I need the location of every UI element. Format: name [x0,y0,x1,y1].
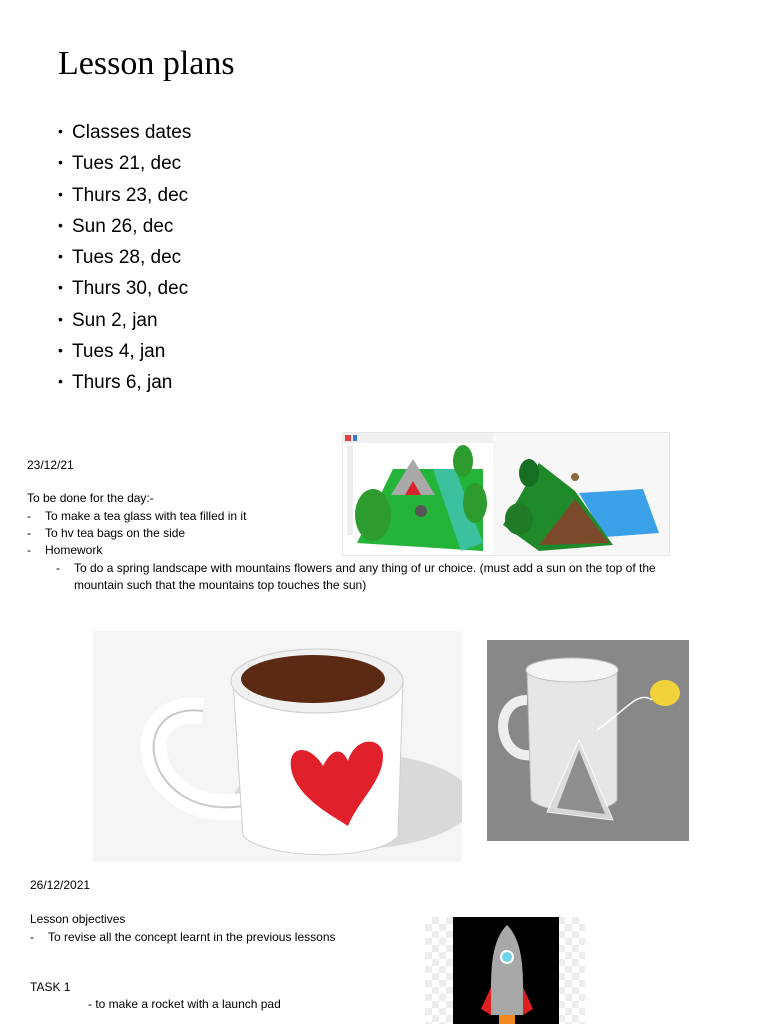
heart-mug-drawing [93,631,462,862]
objectives-heading: Lesson objectives [30,912,126,926]
3d-scenes-image [343,433,669,555]
homework-item: - To do a spring landscape with mountains flowers and any thing of ur choice. (must add a sun on the top of the [56,561,656,575]
task-item: - Homework [27,543,103,557]
rocket-drawing [425,917,585,1024]
task-item: - To make a tea glass with tea filled in it [27,509,247,523]
list-item: • Sun 2, jan [58,309,158,331]
list-item: • Classes dates [58,122,192,143]
list-item: • Tues 4, jan [58,341,166,363]
entry-intro: To be done for the day:- [27,491,154,505]
rocket-image [425,917,585,1024]
list-item: • Tues 28, dec [58,247,182,269]
objective-item: - To revise all the concept learnt in the previous lessons [30,930,336,944]
task-item: - To hv tea bags on the side [27,526,186,540]
homework-item-continued: mountain such that the mountains top touches the sun) [74,578,367,592]
list-item: • Thurs 6, jan [58,372,173,394]
list-item: • Thurs 23, dec [58,184,189,206]
task-label: TASK 1 [30,980,71,994]
teabag-mug-drawing [487,640,689,841]
entry-date: 23/12/21 [27,458,74,472]
class-dates-list [58,116,191,398]
list-item: • Thurs 30, dec [58,278,189,300]
teabag-mug-image [487,640,689,841]
task-text: - to make a rocket with a launch pad [88,997,281,1011]
list-item: • Sun 26, dec [58,215,174,237]
heart-mug-image [93,631,462,862]
list-item: • Tues 21, dec [58,153,182,175]
page-title: Lesson plans [58,45,235,82]
3d-scenes-screenshot [342,432,670,556]
entry-date: 26/12/2021 [30,878,91,892]
